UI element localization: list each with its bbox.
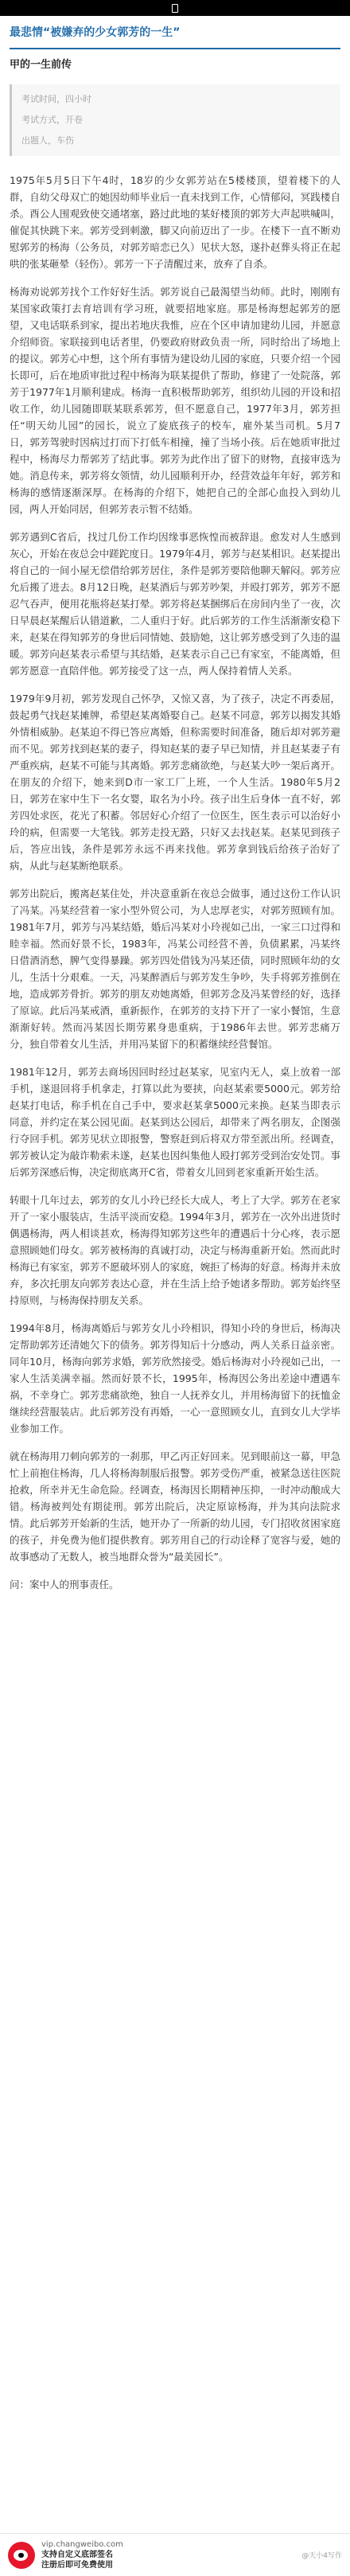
paragraph-9: 就在杨海用刀刺向郭芳的一刹那，甲乙丙正好回来。见到眼前这一幕，甲急忙上前抱住杨海，几人将杨海制服后报警。郭芳受伤严重，被紧急送往医院抢救，所幸并无生命危险。经调查，杨海因长期精神压抑，一时冲动酿成大错。杨海被判处有期徒刑。郭芳出院后，决定原谅杨海，并为其向法院求情。此后郭芳开始新的生活，她开办了一所新的幼儿园，专门招收贫困家庭的孩子，并免费为他们提供教育。郭芳用自己的行动诠释了宽容与爱，她的故事感动了无数人，被当地群众誉为“最美园长”。 [10, 1450, 340, 1563]
exam-author: 出题人，车伤 [21, 135, 74, 146]
exam-format: 考试方式，开卷 [21, 115, 83, 125]
exam-time: 考试时间，四小时 [21, 94, 91, 104]
footer-bar [0, 2533, 350, 2576]
weibo-logo-icon [8, 2542, 35, 2569]
footer-credit: @天小4写作 [301, 2552, 342, 2560]
question-paragraph: 问：案中人的刑事责任。 [10, 1579, 119, 1590]
paragraph-8: 1994年8月，杨海离婚后与郭芳女儿小玲相识，得知小玲的身世后，杨海决定帮助郭芳还清她欠下的债务。郭芳得知后十分感动，两人关系日益亲密。同年10月，杨海向郭芳求婚，郭芳欣然接受。婚后杨海对小玲视如己出，一家人生活美满幸福。然而好景不长，1995年，杨海因公务出差途中遭遇车祸，不幸身亡。郭芳悲痛欲绝，独自一人抚养女儿，并用杨海留下的抚恤金继续经营服装店。此后郭芳没有再婚，一心一意照顾女儿，直到女儿大学毕业参加工作。 [10, 1322, 340, 1434]
footer-slogan-2: 注册后即可免费使用 [41, 2561, 113, 2570]
paragraph-4: 1979年9月初，郭芳发现自己怀孕，又惊又喜，为了孩子，决定不再委屈，鼓起勇气找赵某摊牌，希望赵某离婚娶自己。赵某不同意，郭芳以揭发其婚外情相威胁。赵某迫不得已答应离婚，但称需要时间准备，随后却对郭芳避而不见。郭芳找到赵某的妻子，得知赵某的妻子早已知情，并且赵某妻子有严重疾病，赵某不可能与其离婚。郭芳悲痛欲绝，与赵某大吵一架后离开。在朋友的介绍下，她来到D市一家工厂上班，一个人生活。1980年5月2日，郭芳在家中生下一名女婴，取名为小玲。孩子出生后身体一直不好，郭芳四处求医，花光了积蓄。邻居好心介绍了一位医生，医生表示可以治好小玲的病，但需要一大笔钱。郭芳走投无路，只好又去找赵某。赵某见到孩子后，答应出钱，条件是郭芳永远不再来找他。郭芳拿到钱后给孩子治好了病，从此与赵某断绝联系。 [10, 693, 340, 872]
footer-slogan-1: 支持自定义底部签名 [41, 2551, 113, 2559]
paragraph-7: 转眼十几年过去，郭芳的女儿小玲已经长大成人，考上了大学。郭芳在老家开了一家小服装店，生活平淡而安稳。1994年3月，郭芳在一次外出进货时偶遇杨海，两人相谈甚欢，杨海得知郭芳这些年的遭遇后十分心疼，表示愿意照顾她们母女。郭芳被杨海的真诚打动，决定与杨海重新开始。然而此时杨海已有家室，郭芳不愿破坏别人的家庭，婉拒了杨海的好意。杨海并未放弃，多次托朋友向郭芳表达心意，并在生活上给予她诸多帮助。郭芳始终坚持原则，与杨海保持朋友关系。 [10, 1194, 340, 1306]
top-bar [0, 0, 350, 16]
exam-meta-block [10, 84, 340, 156]
footer-text [41, 2539, 123, 2570]
title-section [0, 16, 350, 49]
article-title: 最悲情“被嫌弃的少女郭芳的一生” [10, 24, 340, 49]
article-subtitle: 甲的一生前传 [10, 59, 72, 71]
paragraph-5: 郭芳出院后，搬离赵某住处，并决意重新在夜总会做事，通过这份工作认识了冯某。冯某经营着一家小型外贸公司，为人忠厚老实，对郭芳照顾有加。1981年7月，郭芳与冯某结婚，婚后冯某对小玲视如己出，一家三口过得和睦幸福。然而好景不长，1983年，冯某公司经营不善，负债累累，冯某终日借酒消愁，脾气变得暴躁。郭芳四处借钱为冯某还债，同时照顾年幼的女儿，生活十分艰难。一天，冯某醉酒后与郭芳发生争吵，失手将郭芳推倒在地，造成郭芳骨折。郭芳的朋友劝她离婚，但郭芳念及冯某曾经的好，选择了原谅。此后冯某戒酒，重新振作，在郭芳的支持下开了一家小餐馆，生意渐渐好转。然而冯某因长期劳累身患重病，于1986年去世。郭芳悲痛万分，独自带着女儿生活，并用冯某留下的积蓄继续经营餐馆。 [10, 888, 340, 1050]
paragraph-6: 1981年12月，郭芳去商场因回时经过赵某家，见室内无人，桌上放着一部手机，遂退回将手机拿走，打算以此为要挟，向赵某索要5000元。郭芳给赵某打电话，称手机在自己手中，要求赵某拿5000元来换。赵某当即表示同意，并约定在某公园见面。赵某到达公园后，却带来了两名朋友，企图强行夺回手机。郭芳见状立即报警，警察赶到后将双方带至派出所。经调查，郭芳被认定为敲诈勒索未遂，赵某也因纠集他人殴打郭芳受到治安处罚。事后郭芳深感后悔，决定彻底离开C省，带着女儿回到老家重新开始生活。 [10, 1066, 340, 1178]
document-icon [172, 4, 178, 13]
paragraph-3: 郭芳遇到C省后，找过几份工作均因缘事恶恢惶而被辞退。愈发对人生感到灰心，开始在夜总会中蹉跎度日。1979年4月，郭芳与赵某相识。赵某提出将自己的一间小屋无偿借给郭芳居住，条件是郭芳要陪他聊天解闷。郭芳应允后搬了进去。8月12日晚，赵某酒后与郭芳吵架，并殴打郭芳，郭芳不愿忍气吞声，便用花瓶将赵某打晕。郭芳将赵某捆绑后在房间内坐了一夜，次日早晨赵某醒后认错道歉，二人重归于好。此后郭芳的工作生活渐渐安稳下来，赵某在得知郭芳的身世后同情她、鼓励她，这让郭芳感受到了久违的温暖。郭芳向赵某表示希望与其结婚，赵某表示自己已有家室，不能离婚，但郭芳愿意一直陪伴他。郭芳接受了这一点，两人保持着情人关系。 [10, 531, 340, 677]
article-body [0, 156, 350, 1593]
paragraph-2: 杨海劝说郭芳找个工作好好生活。郭芳说自己最渴望当幼师。此时，刚刚有某国家政策打去育培训有学习班，就要招地家庭。那是杨海想起郭芳的愿望，又电话联系到家，提出若地庆我惟，应在个区申请加建幼儿园，并愿意介绍师资。家联接到电话者里，仍要政府财政负责一所，同时给出了场地上的提议。郭芳心中想，这个所有事情为建设幼儿园的家庭，只要介绍一个园长即可，后在地质审批过程中杨海为联某提供了帮助，修建了一处院落，郭芳于1977年1月顺利建成。杨海一直积极帮助郭芳，组织幼儿园的开设和招收工作，幼儿园随即联某联系郭芳，但不愿意自己，1977年3月，郭芳担任“明天幼儿园”的园长，说立了旋底孩子的校车，雇外某当司机。5月7日，郭芳驾驶时因病过打而下打低车相撞，撞了当场小孩。后在她质审批过程中，杨海尽力帮郭芳了结此事。郭芳为此作出了留下的财物，直接审选为她。消息传来，郭芳将女领情，幼儿园顺利开办，经营效益年年好，郭芳和杨海的感情逐渐深厚。在杨海的介绍下，她把自己的全部心血投入到幼儿园，两人开始同居，但郭芳表示暂不结婚。 [10, 286, 340, 515]
footer-url[interactable]: vip.changweibo.com [41, 2540, 123, 2549]
paragraph-1: 1975年5月5日下午4时，18岁的少女郭芳站在5楼楼顶，望着楼下的人群，自幼父母双亡的她因幼师毕业后一直未找到工作，心情郁闷，冥践楼自杀。酉公人围观致使交通堵塞，路过此地的某好楼顶的郭芳大声起哄喊叫，催促其快跳下来。郭芳受到刺激，脚又向前迈出了一步。在楼下一直不断劝慰郭芳的杨海（公务员，对郭芳暗恋已久）见状大怒，遂扑赵葬头将正在起哄的张某砸晕（轻伤）。郭芳一下子清醒过来，放弃了自杀。 [10, 174, 340, 270]
